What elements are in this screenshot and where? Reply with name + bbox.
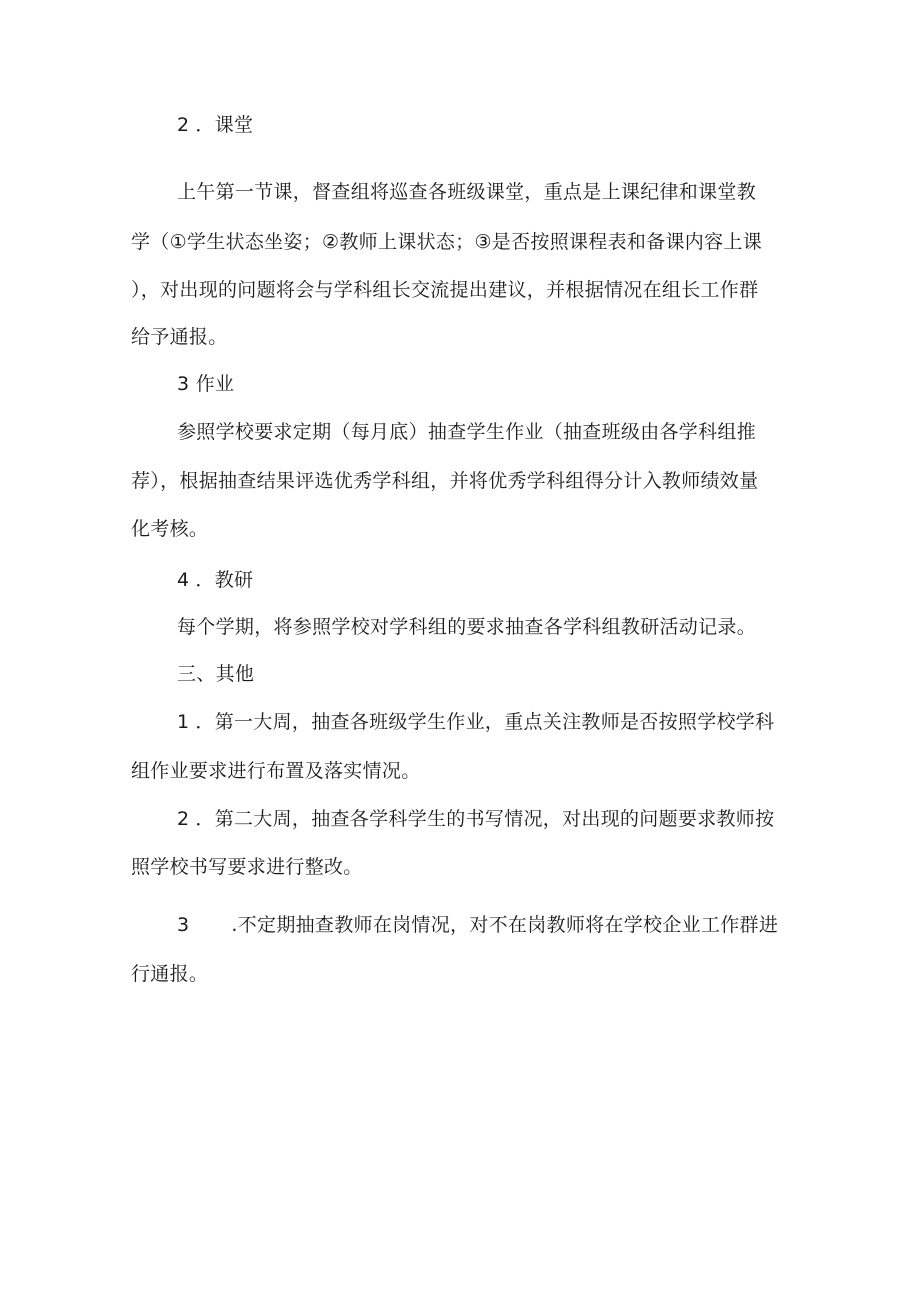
section-title: ．课堂 xyxy=(195,114,254,136)
item-number: 3 xyxy=(177,914,190,936)
paragraph-line: 行通报。 xyxy=(131,963,209,985)
other-item-1 xyxy=(177,709,774,735)
paragraph-line: 参照学校要求定期（每月底）抽查学生作业（抽查班级由各学科组推 xyxy=(177,421,757,443)
paragraph-line: 给予通报。 xyxy=(131,326,228,348)
item-text: ．第一大周，抽查各班级学生作业，重点关注教师是否按照学校学科 xyxy=(195,711,775,733)
other-item-3 xyxy=(177,912,778,938)
item-number: 2 xyxy=(177,808,190,830)
paragraph-line: 上午第一节课，督查组将巡查各班级课堂，重点是上课纪律和课堂教 xyxy=(177,181,757,203)
part-3-heading: 三、其他 xyxy=(177,663,255,685)
other-item-2 xyxy=(177,806,774,832)
section-number: 2 xyxy=(177,114,190,136)
paragraph-line: 荐），根据抽查结果评选优秀学科组，并将优秀学科组得分计入教师绩效量 xyxy=(131,470,759,492)
item-text: .不定期抽查教师在岗情况，对不在岗教师将在学校企业工作群进 xyxy=(231,914,779,936)
item-number: 1 xyxy=(177,711,190,733)
item-text: ．第二大周，抽查各学科学生的书写情况，对出现的问题要求教师按 xyxy=(195,808,775,830)
section-title: ．教研 xyxy=(195,569,254,591)
section-3-heading: 3 作业 xyxy=(177,373,235,395)
paragraph-line: 照学校书写要求进行整改。 xyxy=(131,856,363,878)
section-4-heading xyxy=(177,567,253,593)
paragraph-line: 化考核。 xyxy=(131,518,209,540)
section-2-heading xyxy=(177,112,253,138)
paragraph-line: ），对出现的问题将会与学科组长交流提出建议，并根据情况在组长工作群 xyxy=(131,279,759,301)
paragraph-line: 组作业要求进行布置及落实情况。 xyxy=(131,760,421,782)
paragraph-line: 每个学期，将参照学校对学科组的要求抽查各学科组教研活动记录。 xyxy=(177,616,757,638)
section-number: 4 xyxy=(177,569,190,591)
paragraph-line: 学（①学生状态坐姿；②教师上课状态；③是否按照课程表和备课内容上课 xyxy=(131,231,763,253)
